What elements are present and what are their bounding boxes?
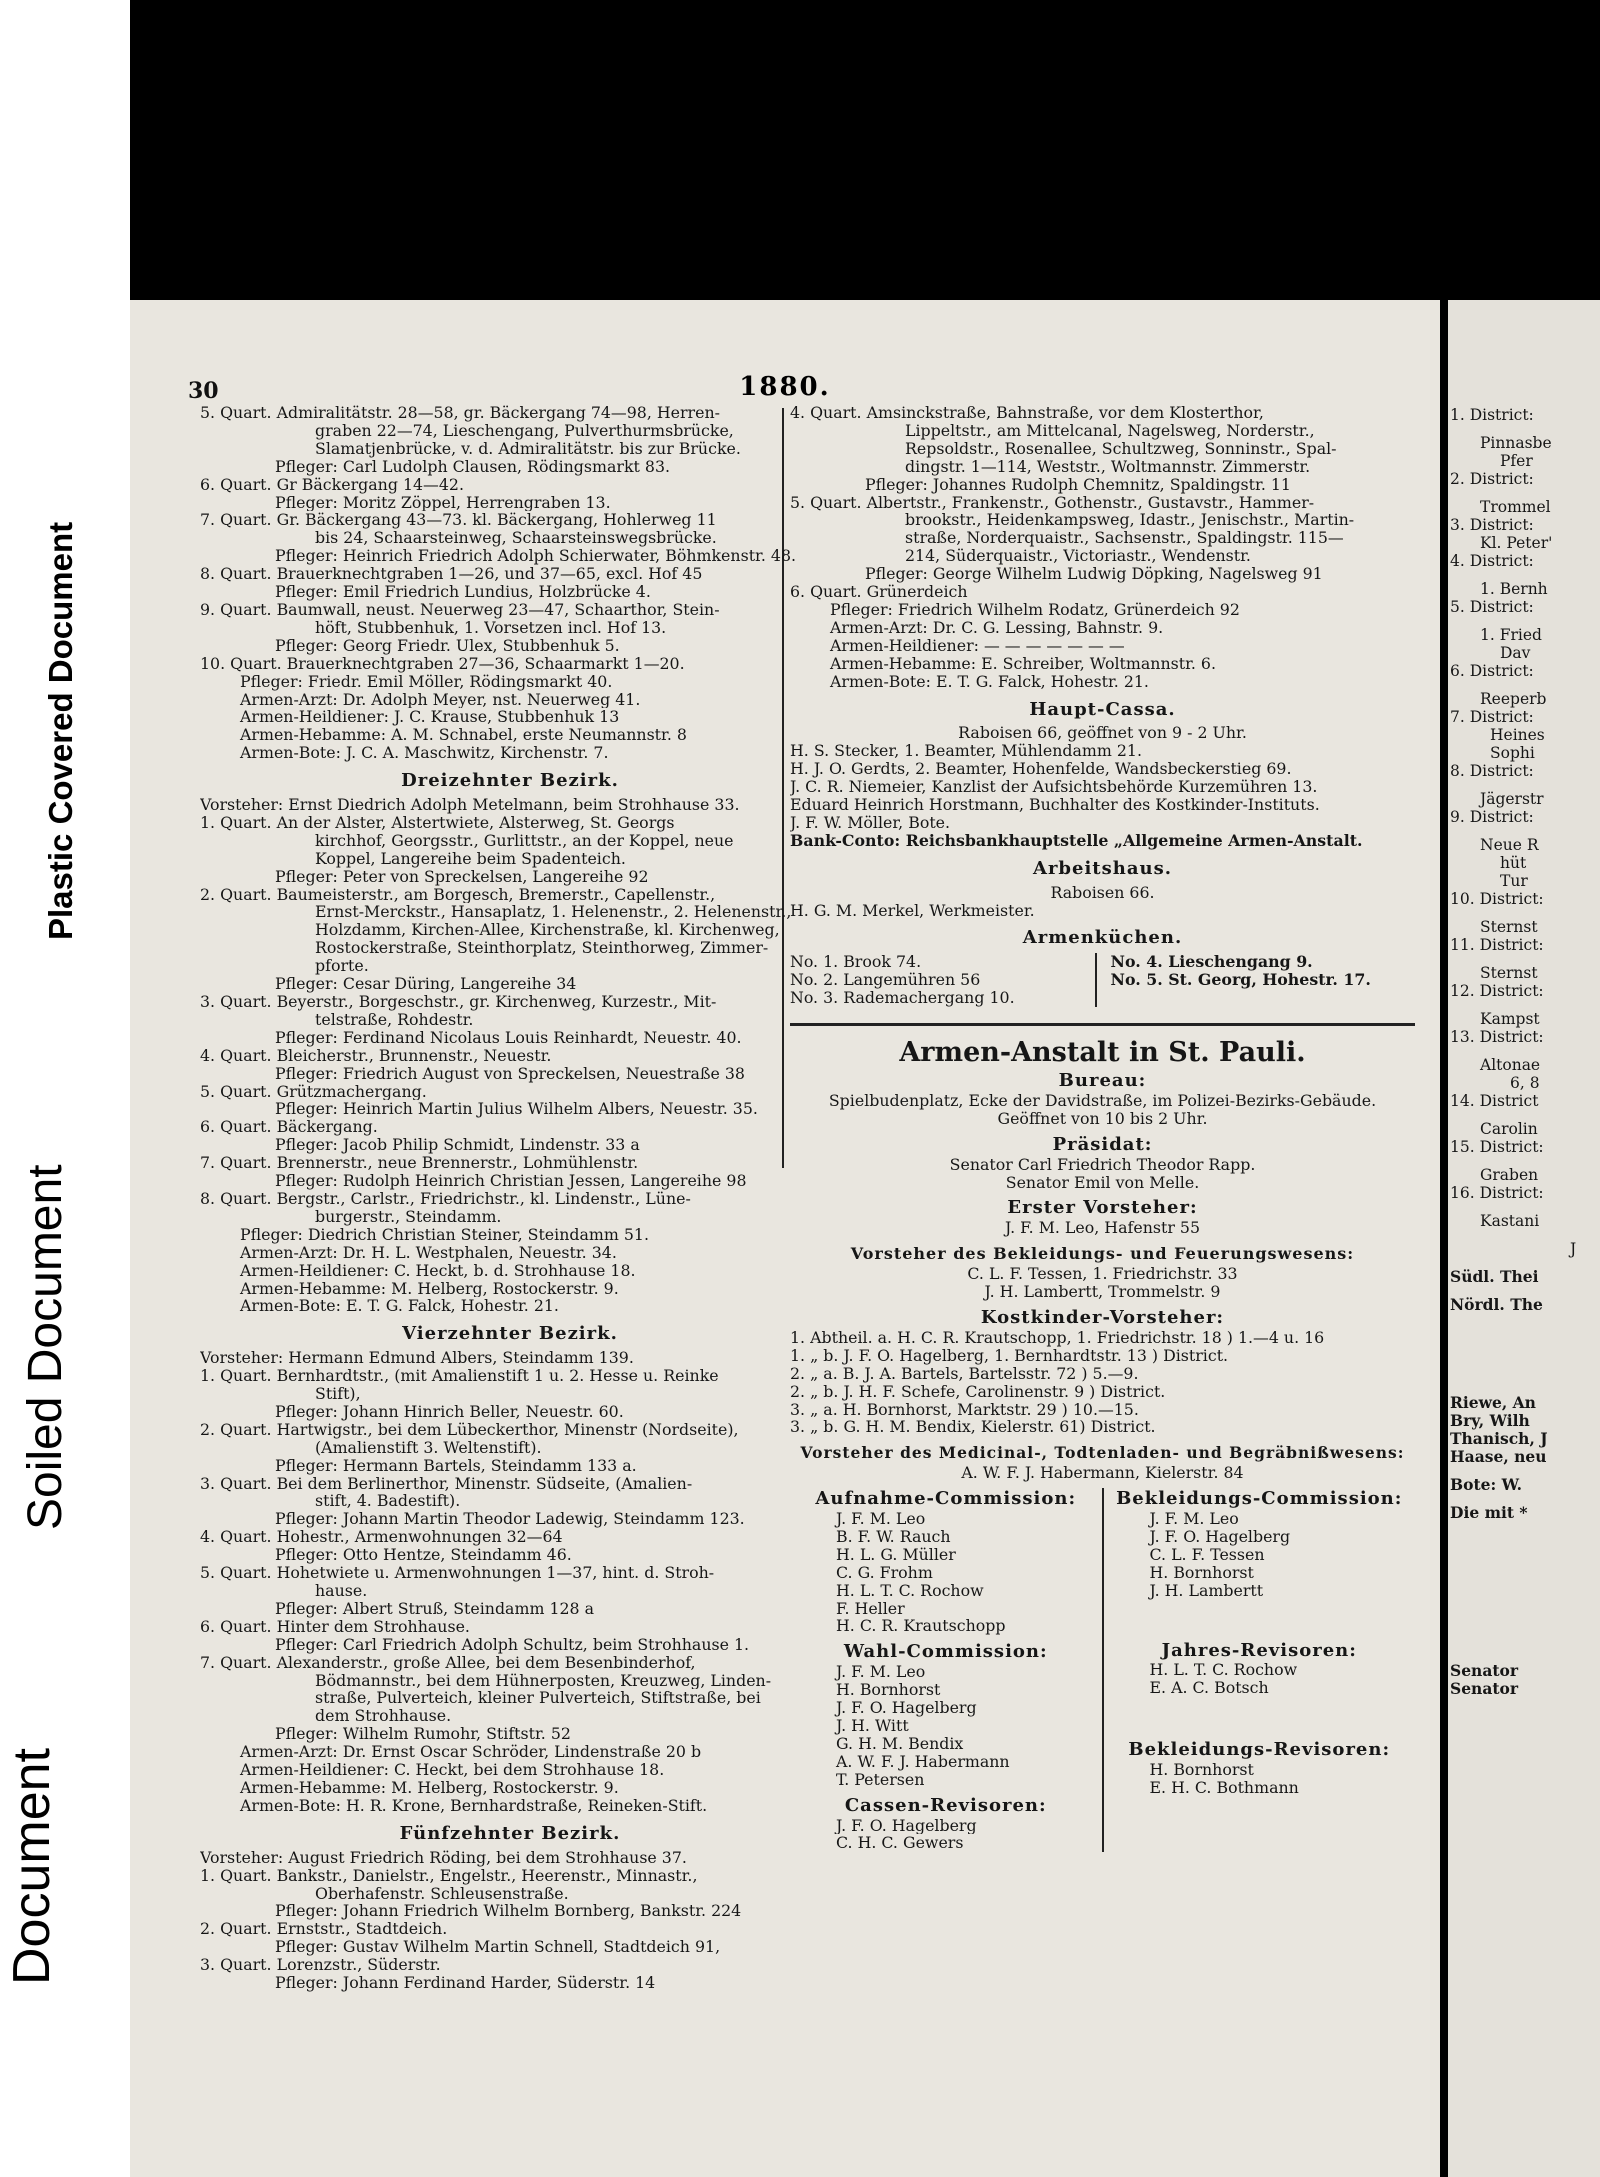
text-line: Haase, neu [1450, 1448, 1547, 1466]
text-line: 1. Quart. Bernhardtstr., (mit Amalienstift 1 u. 2. Hesse u. Reinke [200, 1367, 719, 1386]
text-line: Die mit * [1450, 1504, 1528, 1522]
list-item: H. Bornhorst [1149, 1563, 1254, 1582]
list-item: J. F. M. Leo [836, 1663, 926, 1682]
list-item: H. L. G. Müller [836, 1545, 956, 1564]
text-line: 6. Quart. Gr Bäckergang 14—42. [200, 475, 464, 494]
list-item: J. F. M. Leo [1149, 1510, 1239, 1528]
text-line: Kampst [1480, 1010, 1540, 1028]
armenkuechen-heading: Armenküchen. [1022, 927, 1183, 949]
list-item: B. F. W. Rauch [836, 1527, 951, 1546]
sidebar-label-plastic: Plastic Covered Document [42, 521, 79, 940]
text-line: graben 22—74, Lieschengang, Pulverthurmsbrücke, [315, 421, 734, 440]
text-line: Pfleger: Albert Struß, Steindamm 128 a [275, 1599, 595, 1618]
list-item: C. H. C. Gewers [836, 1834, 964, 1853]
text-line: Riewe, An [1450, 1394, 1536, 1412]
text-line: Stift), [315, 1385, 361, 1403]
text-line: 4. Quart. Bleicherstr., Brunnenstr., Neuestr. [200, 1046, 552, 1065]
sidebar-label-soiled: Soiled Document [19, 1164, 72, 1530]
text-line: 2. Quart. Hartwigstr., bei dem Lübeckerthor, Minenstr (Nordseite), [200, 1420, 739, 1439]
text-line: Thanisch, J [1450, 1430, 1548, 1448]
page-number: 30 [188, 378, 219, 404]
text-line: Heines [1490, 726, 1545, 744]
text-line: 7. Quart. Brennerstr., neue Brennerstr., Lohmühlenstr. [200, 1154, 639, 1173]
erster-vorsteher-heading: Erster Vorsteher: [1007, 1197, 1198, 1219]
text-line: 3. „ b. G. H. M. Bendix, Kielerstr. 61) District. [790, 1418, 1156, 1437]
text-line: 5. Quart. Admiralitätstr. 28—58, gr. Bäckergang 74—98, Herren- [200, 404, 720, 422]
text-line: 4. Quart. Hohestr., Armenwohnungen 32—64 [200, 1528, 563, 1547]
list-item: H. Bornhorst [1149, 1761, 1254, 1780]
text-line: Pfleger: Friedrich August von Spreckelsen, Neuestraße 38 [275, 1064, 745, 1083]
text-line: Pfleger: Johann Hinrich Beller, Neuestr. 60. [275, 1402, 624, 1421]
text-line: Pfleger: Diedrich Christian Steiner, Steindamm 51. [240, 1225, 650, 1244]
text-line: Altonae [1480, 1056, 1541, 1074]
text-line: Pfleger: Gustav Wilhelm Martin Schnell, Stadtdeich 91, [275, 1938, 721, 1957]
text-line: Pfleger: Rudolph Heinrich Christian Jessen, Langereihe 98 [275, 1172, 747, 1190]
text-line: Pfleger: Otto Hentze, Steindamm 46. [275, 1546, 572, 1565]
text-line: Pfleger: George Wilhelm Ludwig Döpking, Nagelsweg 91 [865, 565, 1323, 584]
text-line: J [1570, 1240, 1577, 1258]
text-line: 1. „ b. J. F. O. Hagelberg, 1. Bernhardtstr. 13 ) District. [790, 1346, 1229, 1365]
text-line: Eduard Heinrich Horstmann, Buchhalter des Kostkinder-Instituts. [790, 796, 1320, 814]
text-line: 3. District: [1450, 516, 1534, 534]
list-item: J. F. O. Hagelberg [836, 1699, 977, 1717]
text-line: Pfleger: Heinrich Friedrich Adolph Schierwater, Böhmkenstr. 48. [275, 547, 797, 566]
text-line: Armen-Bote: E. T. G. Falck, Hohestr. 21. [830, 672, 1149, 691]
text-line: kirchhof, Georgsstr., Gurlittstr., an der Koppel, neue [315, 831, 734, 850]
text-line: Pfleger: Johann Friedrich Wilhelm Bornberg, Bankstr. 224 [275, 1902, 742, 1921]
bekleidungs-revisoren-heading: Bekleidungs-Revisoren: [1128, 1739, 1391, 1761]
text-line: 8. Quart. Bergstr., Carlstr., Friedrichstr., kl. Lindenstr., Lüne- [200, 1189, 691, 1208]
aufnahme-heading: Aufnahme-Commission: [815, 1488, 1077, 1510]
section-heading: Dreizehnter Bezirk. [401, 770, 619, 792]
text-line: 5. Quart. Grützmachergang. [200, 1082, 427, 1101]
text-line: Pfleger: Emil Friedrich Lundius, Holzbrücke 4. [275, 583, 651, 601]
list-item: No. 4. Lieschengang 9. [1110, 953, 1313, 972]
list-item: C. G. Frohm [836, 1563, 933, 1582]
text-line: Pfleger: Heinrich Martin Julius Wilhelm Albers, Neuestr. 35. [275, 1100, 758, 1119]
list-item: A. W. F. J. Habermann [836, 1752, 1010, 1771]
st-pauli-title: Armen-Anstalt in St. Pauli. [899, 1037, 1306, 1069]
text-line: Kl. Peter' [1480, 534, 1553, 552]
text-line: 9. Quart. Baumwall, neust. Neuerweg 23—47, Schaarthor, Stein- [200, 600, 720, 619]
text-line: 1. Fried [1480, 626, 1542, 644]
text-line: 7. Quart. Gr. Bäckergang 43—73. kl. Bäckergang, Hohlerweg 11 [200, 511, 717, 530]
text-line: höft, Stubbenhuk, 1. Vorsetzen incl. Hof 13. [315, 618, 667, 637]
bekleidungs-commission-heading: Bekleidungs-Commission: [1116, 1488, 1403, 1510]
text-line: Dav [1500, 644, 1531, 662]
list-item: T. Petersen [836, 1770, 925, 1789]
text-line: 3. Quart. Lorenzstr., Süderstr. [200, 1956, 441, 1975]
text-line: 2. District: [1450, 470, 1534, 488]
text-line: Trommel [1480, 498, 1551, 516]
text-line: Senator [1450, 1680, 1519, 1698]
text-line: Pfleger: Wilhelm Rumohr, Stiftstr. 52 [275, 1725, 571, 1744]
list-item: J. F. O. Hagelberg [1149, 1527, 1291, 1546]
text-line: Armen-Arzt: Dr. H. L. Westphalen, Neuestr. 34. [240, 1243, 617, 1262]
text-line: Vorsteher: Ernst Diedrich Adolph Metelmann, beim Strohhause 33. [200, 796, 740, 814]
text-line: Südl. Thei [1450, 1268, 1539, 1286]
text-line: Pfleger: Jacob Philip Schmidt, Lindenstr. 33 a [275, 1136, 640, 1155]
text-line: 13. District: [1450, 1028, 1544, 1046]
list-item: H. L. T. C. Rochow [836, 1581, 984, 1600]
medicinal-heading: Vorsteher des Medicinal-, Todtenladen- und Begräbnißwesens: [800, 1443, 1405, 1463]
sidebar-label-document: Document [3, 1748, 61, 1985]
text-line: Repsoldstr., Rosenallee, Schultzweg, Sonninstr., Spal- [905, 439, 1337, 458]
text-line: 2. Quart. Ernststr., Stadtdeich. [200, 1920, 448, 1939]
text-line: Pfleger: Ferdinand Nicolaus Louis Reinhardt, Neuestr. 40. [275, 1028, 742, 1047]
list-item: J. F. O. Hagelberg [836, 1816, 977, 1835]
right-page-text [1448, 300, 1600, 1698]
text-line: Pinnasbe [1480, 434, 1552, 452]
text-line: dem Strohhause. [315, 1707, 452, 1726]
text-line: 10. Quart. Brauerknechtgraben 27—36, Schaarmarkt 1—20. [200, 654, 685, 673]
text-line: 6. District: [1450, 662, 1534, 680]
text-line: Lippeltstr., am Mittelcanal, Nagelsweg, Norderstr., [905, 421, 1315, 440]
text-line: straße, Norderquaistr., Sachsenstr., Spaldingstr. 115— [905, 529, 1344, 548]
text-line: 14. District [1450, 1092, 1539, 1110]
text-line: 7. Quart. Alexanderstr., große Allee, bei dem Besenbinderhof, [200, 1653, 696, 1672]
text-line: 6, 8 [1510, 1074, 1540, 1092]
text-line: Senator [1450, 1662, 1519, 1680]
list-item: H. C. R. Krautschopp [836, 1617, 1006, 1636]
text-line: Pfleger: Carl Ludolph Clausen, Rödingsmarkt 83. [275, 457, 671, 476]
text-line: Bry, Wilh [1450, 1412, 1530, 1430]
text-line: Graben [1480, 1166, 1539, 1184]
haupt-cassa-heading: Haupt-Cassa. [1029, 698, 1176, 720]
text-line: C. L. F. Tessen, 1. Friedrichstr. 33 [967, 1265, 1238, 1284]
section-heading: Fünfzehnter Bezirk. [399, 1822, 621, 1844]
list-item: C. L. F. Tessen [1149, 1545, 1265, 1564]
list-item: J. H. Lambertt [1149, 1581, 1264, 1600]
list-item: H. L. T. C. Rochow [1149, 1661, 1298, 1680]
text-line: Armen-Hebamme: A. M. Schnabel, erste Neumannstr. 8 [240, 726, 687, 745]
document-page-right-fragment [1448, 300, 1600, 2177]
list-item: J. F. M. Leo [836, 1510, 926, 1528]
text-line: 10. District: [1450, 890, 1544, 908]
text-line: Armen-Bote: E. T. G. Falck, Hohestr. 21. [240, 1297, 559, 1316]
text-line: 9. District: [1450, 808, 1534, 826]
right-column [790, 404, 1415, 1852]
text-line: Armen-Arzt: Dr. Ernst Oscar Schröder, Lindenstraße 20 b [240, 1743, 702, 1762]
text-line: 11. District: [1450, 936, 1544, 954]
text-line: Senator Carl Friedrich Theodor Rapp. [949, 1155, 1256, 1174]
text-line: Slamatjenbrücke, v. d. Admiralitätstr. bis zur Brücke. [315, 439, 741, 458]
text-line: Pfleger: Johann Ferdinand Harder, Süderstr. 14 [275, 1974, 656, 1992]
list-item: F. Heller [836, 1599, 905, 1618]
text-line: 1. Quart. An der Alster, Alstertwiete, Alsterweg, St. Georgs [200, 813, 675, 832]
text-line: 8. District: [1450, 762, 1534, 780]
text-line: Sternst [1480, 964, 1538, 982]
wahl-heading: Wahl-Commission: [843, 1641, 1048, 1663]
text-line: Pfleger: Carl Friedrich Adolph Schultz, beim Strohhause 1. [275, 1635, 750, 1654]
text-line: telstraße, Rohdestr. [315, 1010, 474, 1029]
document-page-left [130, 300, 1440, 2177]
list-item: E. A. C. Botsch [1149, 1679, 1269, 1698]
text-line: bis 24, Schaarsteinweg, Schaarsteinswegsbrücke. [315, 529, 717, 548]
text-line: 3. Quart. Beyerstr., Borgeschstr., gr. Kirchenweg, Kurzestr., Mit- [200, 993, 717, 1011]
bekleidung-heading: Vorsteher des Bekleidungs- und Feuerungswesens: [850, 1244, 1355, 1264]
text-line: J. C. R. Niemeier, Kanzlist der Aufsichtsbehörde Kurzemühren 13. [790, 778, 1318, 797]
bureau-hours: Geöffnet von 10 bis 2 Uhr. [997, 1109, 1208, 1128]
text-line: Tur [1500, 872, 1528, 890]
text-line: J. F. W. Möller, Bote. [790, 813, 951, 832]
text-line: Pfleger: Johann Martin Theodor Ladewig, Steindamm 123. [275, 1510, 745, 1529]
text-line: 5. Quart. Albertstr., Frankenstr., Gothenstr., Gustavstr., Hammer- [790, 493, 1315, 512]
text-line: 6. Quart. Grünerdeich [790, 583, 968, 601]
text-line: Pfleger: Peter von Spreckelsen, Langereihe 92 [275, 867, 649, 886]
text-line: Koppel, Langereihe beim Spadenteich. [315, 849, 626, 868]
text-line: Carolin [1480, 1120, 1538, 1138]
text-line: Armen-Bote: J. C. A. Maschwitz, Kirchenstr. 7. [240, 744, 609, 763]
text-line: 4. District: [1450, 552, 1534, 570]
text-line: Pfleger: Cesar Düring, Langereihe 34 [275, 975, 577, 993]
text-line: 3. Quart. Bei dem Berlinerthor, Minenstr. Südseite, (Amalien- [200, 1474, 693, 1493]
text-line: 5. Quart. Hohetwiete u. Armenwohnungen 1—37, hint. d. Stroh- [200, 1564, 715, 1582]
text-line: Vorsteher: August Friedrich Röding, bei dem Strohhause 37. [200, 1848, 687, 1867]
text-line: Vorsteher: Hermann Edmund Albers, Steindamm 139. [200, 1349, 634, 1368]
text-line: straße, Pulverteich, kleiner Pulverteich, Stiftstraße, bei [315, 1689, 761, 1708]
text-line: hüt [1500, 854, 1527, 872]
text-line: Pfleger: Johannes Rudolph Chemnitz, Spaldingstr. 11 [865, 475, 1291, 494]
list-item: G. H. M. Bendix [836, 1734, 964, 1753]
text-line: Pfleger: Friedrich Wilhelm Rodatz, Grünerdeich 92 [830, 600, 1240, 619]
list-item: E. H. C. Bothmann [1149, 1779, 1299, 1797]
text-line: burgerstr., Steindamm. [315, 1207, 502, 1226]
text-line: J. H. Lambertt, Trommelstr. 9 [984, 1283, 1221, 1301]
text-line: 5. District: [1450, 598, 1534, 616]
arbeitshaus-heading: Arbeitshaus. [1032, 857, 1172, 879]
section-heading: Vierzehnter Bezirk. [402, 1323, 618, 1345]
text-line: 1. Abtheil. a. H. C. R. Krautschopp, 1. Friedrichstr. 18 ) 1.—4 u. 16 [790, 1328, 1325, 1347]
text-line: Armen-Arzt: Dr. Adolph Meyer, nst. Neuerweg 41. [240, 690, 641, 709]
list-item: No. 1. Brook 74. [790, 953, 922, 972]
text-line: 7. District: [1450, 708, 1534, 726]
haupt-cassa-location: Raboisen 66, geöffnet von 9 - 2 Uhr. [958, 724, 1247, 743]
text-line: Reeperb [1480, 690, 1547, 708]
text-line: Holzdamm, Kirchen-Allee, Kirchenstraße, kl. Kirchenweg, [315, 921, 780, 940]
text-line: 8. Quart. Brauerknechtgraben 1—26, und 37—65, excl. Hof 45 [200, 565, 703, 584]
list-item: J. H. Witt [836, 1717, 909, 1735]
text-line: 214, Süderquaistr., Victoriastr., Wendenstr. [905, 547, 1251, 566]
text-line: pforte. [315, 957, 369, 976]
text-line: hause. [315, 1582, 368, 1600]
text-line: H. S. Stecker, 1. Beamter, Mühlendamm 21. [790, 742, 1142, 761]
text-line: 1. Bernh [1480, 580, 1548, 598]
text-line: stift, 4. Badestift). [315, 1492, 461, 1511]
text-line: Bank-Conto: Reichsbankhauptstelle „Allgemeine Armen-Anstalt. [790, 831, 1363, 850]
text-line: Pfer [1500, 452, 1533, 470]
armenkuechen-list [790, 953, 1415, 1007]
text-line: 2. Quart. Baumeisterstr., am Borgesch, Bremerstr., Capellenstr., [200, 885, 716, 904]
text-line: Sophi [1490, 744, 1535, 762]
text-line: Kastani [1480, 1212, 1540, 1230]
text-line: Bödmannstr., bei dem Hühnerposten, Kreuzweg, Linden- [315, 1671, 772, 1690]
text-line: 12. District: [1450, 982, 1544, 1000]
text-line: 2. „ a. B. J. A. Bartels, Bartelsstr. 72 ) 5.—9. [790, 1364, 1139, 1383]
divider [790, 1023, 1415, 1026]
text-line: Armen-Hebamme: E. Schreiber, Woltmannstr. 6. [830, 654, 1216, 673]
list-item: No. 5. St. Georg, Hohestr. 17. [1110, 971, 1371, 990]
text-line: Ernst-Merckstr., Hansaplatz, 1. Helenenstr., 2. Helenenstr., [315, 903, 792, 922]
text-line: H. J. O. Gerdts, 2. Beamter, Hohenfelde, Wandsbeckerstieg 69. [790, 760, 1292, 779]
text-line: Pfleger: Moritz Zöppel, Herrengraben 13. [275, 493, 611, 512]
bureau-heading: Bureau: [1058, 1070, 1147, 1091]
arbeitshaus-location: Raboisen 66. [1050, 883, 1155, 902]
sidebar [0, 0, 130, 2177]
text-line: Armen-Heildiener: — — — — — — — [830, 636, 1125, 655]
text-line: (Amalienstift 3. Weltenstift). [315, 1438, 542, 1457]
text-line: J. F. M. Leo, Hafenstr 55 [1005, 1219, 1200, 1238]
text-line: Armen-Hebamme: M. Helberg, Rostockerstr. 9. [240, 1279, 619, 1298]
text-line: Armen-Arzt: Dr. C. G. Lessing, Bahnstr. 9. [830, 618, 1164, 637]
text-line: dingstr. 1—114, Weststr., Woltmannstr. Zimmerstr. [905, 457, 1311, 476]
text-line: Neue R [1480, 836, 1539, 854]
cassen-heading: Cassen-Revisoren: [844, 1794, 1047, 1816]
text-line: Armen-Heildiener: C. Heckt, b. d. Strohhause 18. [240, 1261, 636, 1280]
text-line: Rostockerstraße, Steinthorplatz, Steinthorweg, Zimmer- [315, 939, 769, 958]
text-line: Oberhafenstr. Schleusenstraße. [315, 1884, 569, 1903]
text-line: Armen-Heildiener: C. Heckt, bei dem Strohhause 18. [240, 1761, 665, 1779]
text-line: 16. District: [1450, 1184, 1544, 1202]
text-line: 3. „ a. H. Bornhorst, Marktstr. 29 ) 10.—15. [790, 1400, 1139, 1419]
text-line: brookstr., Heidenkampsweg, Idastr., Jenischstr., Martin- [905, 511, 1355, 530]
list-item: H. Bornhorst [836, 1681, 941, 1700]
text-line: Pfleger: Georg Friedr. Ulex, Stubbenhuk 5. [275, 636, 620, 655]
left-column [200, 404, 820, 1992]
kostkinder-heading: Kostkinder-Vorsteher: [980, 1306, 1225, 1328]
text-line: 4. Quart. Amsinckstraße, Bahnstraße, vor dem Klosterthor, [790, 404, 1264, 422]
text-line: Armen-Heildiener: J. C. Krause, Stubbenhuk 13 [240, 708, 620, 727]
text-line: Nördl. The [1450, 1296, 1543, 1314]
bureau-address: Spielbudenplatz, Ecke der Davidstraße, im Polizei-Bezirks-Gebäude. [828, 1091, 1377, 1110]
text-line: 2. „ b. J. H. F. Schefe, Carolinenstr. 9 ) District. [790, 1382, 1166, 1401]
list-item: No. 2. Langemühren 56 [790, 971, 981, 990]
text-line: 1. District: [1450, 406, 1534, 424]
text-line: Jägerstr [1480, 790, 1544, 808]
text-line: 6. Quart. Hinter dem Strohhause. [200, 1617, 470, 1636]
text-line: 6. Quart. Bäckergang. [200, 1118, 378, 1137]
praesidat-heading: Präsidat: [1052, 1133, 1153, 1155]
text-line: 1. Quart. Bankstr., Danielstr., Engelstr., Heerenstr., Minnastr., [200, 1866, 698, 1885]
text-line: Bote: W. [1450, 1476, 1522, 1494]
list-item: No. 3. Rademachergang 10. [790, 989, 1015, 1008]
jahres-revisoren-heading: Jahres-Revisoren: [1161, 1639, 1357, 1661]
arbeitshaus-person: H. G. M. Merkel, Werkmeister. [790, 901, 1035, 920]
text-line: Armen-Bote: H. R. Krone, Bernhardstraße, Reineken-Stift. [240, 1796, 708, 1815]
text-line: Pfleger: Hermann Bartels, Steindamm 133 a. [275, 1456, 637, 1475]
text-line: A. W. F. J. Habermann, Kielerstr. 84 [961, 1464, 1244, 1483]
commissions [790, 1488, 1415, 1852]
page-year: 1880. [739, 372, 831, 402]
text-line: Sternst [1480, 918, 1538, 936]
text-line: Senator Emil von Melle. [1005, 1173, 1200, 1192]
text-line: 15. District: [1450, 1138, 1544, 1156]
text-line: Pfleger: Friedr. Emil Möller, Rödingsmarkt 40. [240, 672, 613, 691]
text-line: Armen-Hebamme: M. Helberg, Rostockerstr. 9. [240, 1778, 619, 1797]
